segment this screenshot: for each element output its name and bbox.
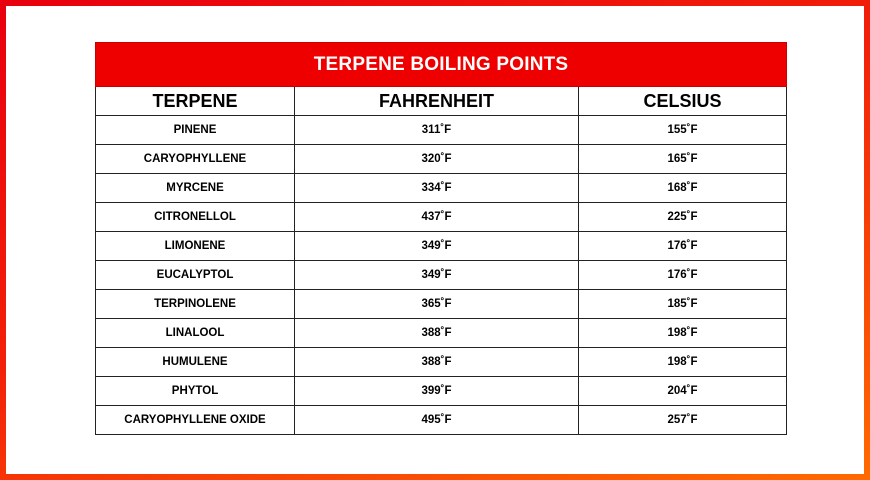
terpene-cell: CITRONELLOL — [96, 203, 295, 232]
fahrenheit-cell: 334˚F — [295, 174, 579, 203]
celsius-cell: 257˚F — [579, 406, 787, 435]
terpene-cell: TERPINOLENE — [96, 290, 295, 319]
celsius-cell: 176˚F — [579, 261, 787, 290]
table-row — [96, 145, 787, 174]
table-row — [96, 406, 787, 435]
table-row — [96, 232, 787, 261]
fahrenheit-cell: 311˚F — [295, 116, 579, 145]
fahrenheit-cell: 349˚F — [295, 232, 579, 261]
table-title: TERPENE BOILING POINTS — [96, 43, 787, 87]
fahrenheit-cell: 437˚F — [295, 203, 579, 232]
fahrenheit-cell: 399˚F — [295, 377, 579, 406]
table-body — [96, 116, 787, 435]
terpene-cell: CARYOPHYLLENE OXIDE — [96, 406, 295, 435]
table-row — [96, 203, 787, 232]
fahrenheit-cell: 365˚F — [295, 290, 579, 319]
terpene-cell: EUCALYPTOL — [96, 261, 295, 290]
table-row — [96, 261, 787, 290]
celsius-cell: 198˚F — [579, 348, 787, 377]
content-panel — [6, 6, 864, 474]
terpene-cell: LINALOOL — [96, 319, 295, 348]
terpene-cell: PINENE — [96, 116, 295, 145]
fahrenheit-cell: 320˚F — [295, 145, 579, 174]
celsius-cell: 225˚F — [579, 203, 787, 232]
table-row — [96, 290, 787, 319]
celsius-cell: 155˚F — [579, 116, 787, 145]
celsius-cell: 198˚F — [579, 319, 787, 348]
header-terpene: TERPENE — [96, 87, 295, 116]
celsius-cell: 204˚F — [579, 377, 787, 406]
celsius-cell: 176˚F — [579, 232, 787, 261]
terpene-cell: LIMONENE — [96, 232, 295, 261]
celsius-cell: 185˚F — [579, 290, 787, 319]
terpene-cell: PHYTOL — [96, 377, 295, 406]
table-row — [96, 116, 787, 145]
table-row — [96, 174, 787, 203]
fahrenheit-cell: 388˚F — [295, 319, 579, 348]
table-row — [96, 319, 787, 348]
header-celsius: CELSIUS — [579, 87, 787, 116]
terpene-cell: CARYOPHYLLENE — [96, 145, 295, 174]
celsius-cell: 168˚F — [579, 174, 787, 203]
title-row — [96, 43, 787, 87]
terpene-cell: MYRCENE — [96, 174, 295, 203]
terpene-cell: HUMULENE — [96, 348, 295, 377]
header-row — [96, 87, 787, 116]
table-row — [96, 377, 787, 406]
header-fahrenheit: FAHRENHEIT — [295, 87, 579, 116]
celsius-cell: 165˚F — [579, 145, 787, 174]
fahrenheit-cell: 349˚F — [295, 261, 579, 290]
fahrenheit-cell: 388˚F — [295, 348, 579, 377]
table-row — [96, 348, 787, 377]
fahrenheit-cell: 495˚F — [295, 406, 579, 435]
terpene-boiling-points-table — [95, 42, 787, 435]
